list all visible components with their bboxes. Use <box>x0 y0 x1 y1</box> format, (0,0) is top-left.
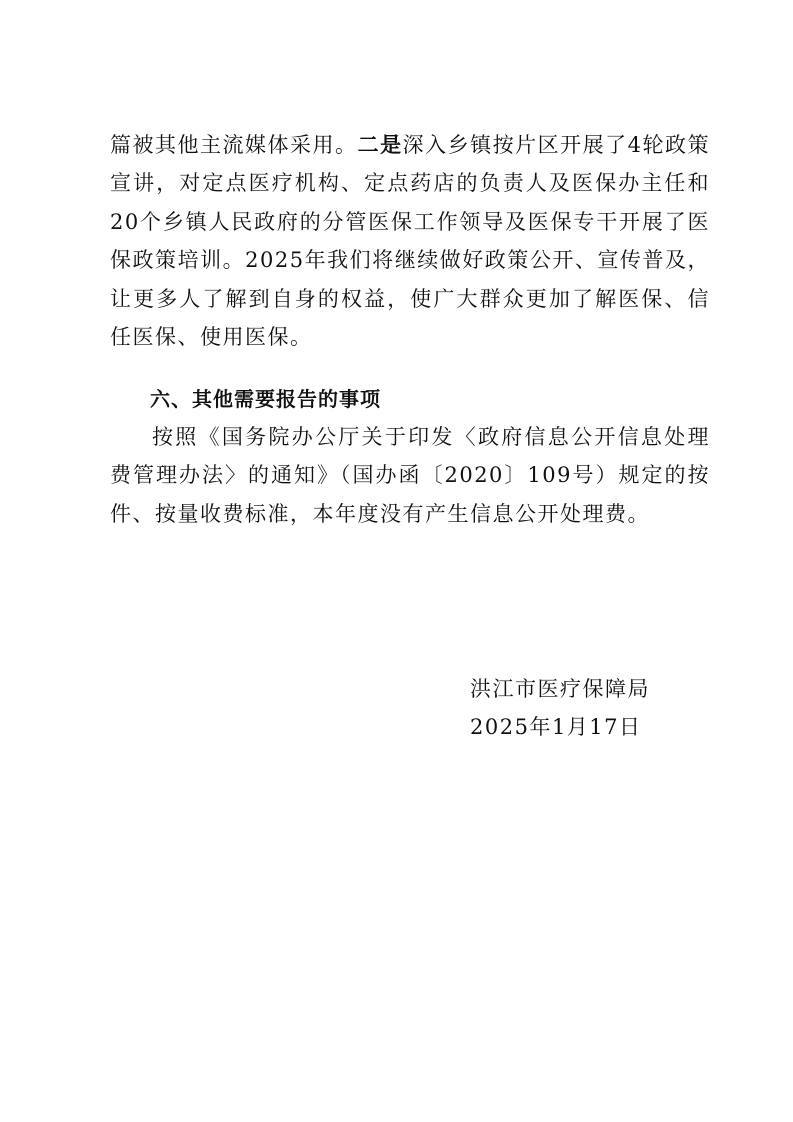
signature-organization: 洪江市医疗保障局 <box>470 677 650 701</box>
signature-block <box>470 670 650 746</box>
signature-date: 2025年1月17日 <box>470 715 642 739</box>
section-six-heading: 六、其他需要报告的事项 <box>150 387 381 411</box>
paragraph-continued <box>110 126 710 356</box>
paragraph-rest-text: 深入乡镇按片区开展了4轮政策宣讲，对定点医疗机构、定点药店的负责人及医保办主任和20个乡镇人民政府的分管医保工作领导及医保专干开展了医保政策培训。2025年我们将继续做好政策公开、宣传普及，让更多人了解到自身的权益，使广大群众更加了解医保、信任医保、使用医保。 <box>110 133 711 350</box>
paragraph-lead-text: 篇被其他主流媒体采用。 <box>110 133 358 157</box>
bold-marker-second: 二是 <box>357 133 403 157</box>
section-six-body: 按照《国务院办公厅关于印发〈政府信息公开信息处理费管理办法〉的通知》（国办函〔2020〕109号）规定的按件、按量收费标准，本年度没有产生信息公开处理费。 <box>110 425 710 526</box>
